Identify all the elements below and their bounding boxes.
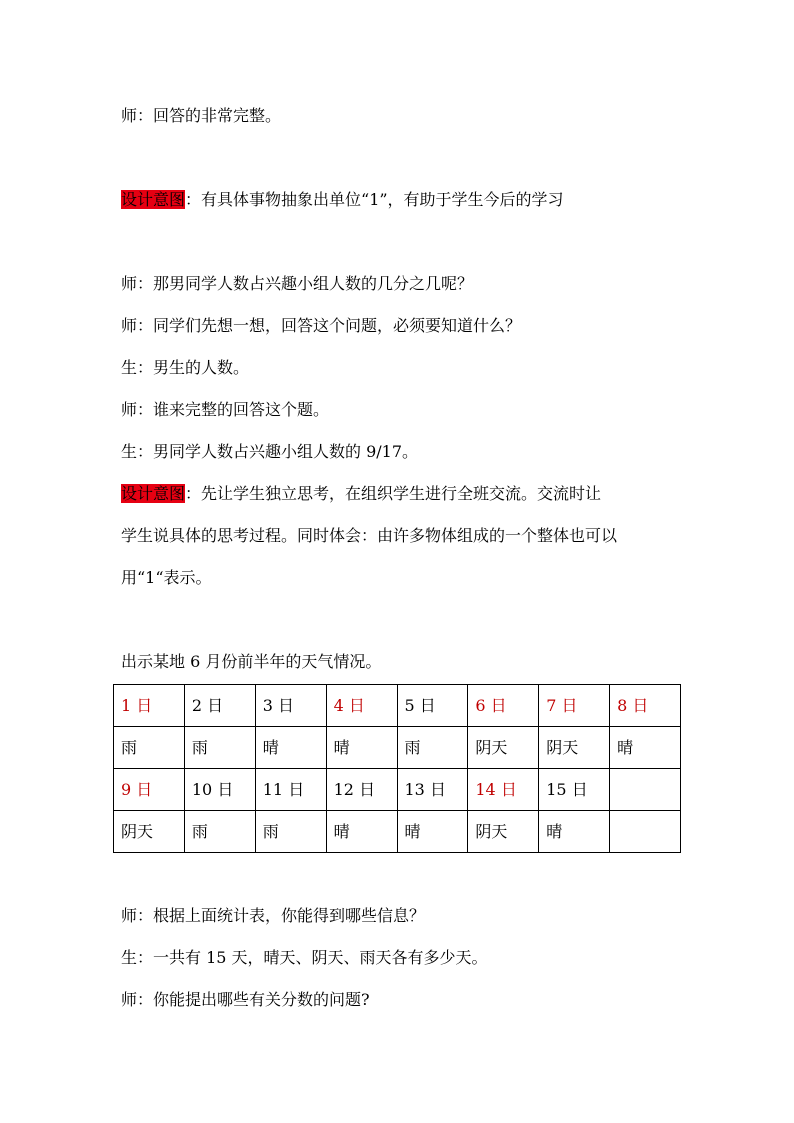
weather-cell: 晴 — [610, 727, 681, 769]
day-cell: 1 日 — [114, 685, 185, 727]
day-cell: 13 日 — [397, 769, 468, 811]
design-intent-line-2 — [121, 482, 601, 506]
day-cell: 12 日 — [326, 769, 397, 811]
day-cell: 9 日 — [114, 769, 185, 811]
weather-cell: 阴天 — [468, 727, 539, 769]
teacher-line-1: 师：回答的非常完整。 — [121, 106, 282, 125]
day-cell: 2 日 — [184, 685, 255, 727]
weather-cell: 阴天 — [114, 811, 185, 853]
day-cell: 4 日 — [326, 685, 397, 727]
teacher-line-5: 师：根据上面统计表，你能得到哪些信息？ — [121, 906, 426, 925]
student-line-1: 生：男生的人数。 — [121, 358, 250, 377]
table-row-weather-1 — [114, 727, 681, 769]
student-line-3: 生：一共有 15 天，晴天、阴天、雨天各有多少天。 — [121, 948, 488, 967]
table-intro: 出示某地 6 月份前半年的天气情况。 — [121, 652, 382, 671]
weather-cell: 雨 — [114, 727, 185, 769]
day-cell: 6 日 — [468, 685, 539, 727]
design-intent-line-3: 学生说具体的思考过程。同时体会：由许多物体组成的一个整体也可以 — [121, 526, 618, 545]
weather-cell: 雨 — [397, 727, 468, 769]
weather-cell: 晴 — [326, 811, 397, 853]
day-cell: 10 日 — [184, 769, 255, 811]
weather-cell: 阴天 — [539, 727, 610, 769]
weather-cell — [610, 811, 681, 853]
weather-cell: 晴 — [539, 811, 610, 853]
table-row-days-1 — [114, 685, 681, 727]
design-intent-line-1 — [121, 188, 564, 212]
design-intent-tag: 设计意图 — [121, 190, 186, 209]
table-row-days-2 — [114, 769, 681, 811]
student-line-2: 生：男同学人数占兴趣小组人数的 9/17。 — [121, 442, 419, 461]
design-intent-tag-2: 设计意图 — [121, 484, 186, 503]
weather-cell: 阴天 — [468, 811, 539, 853]
design-intent-text-2: ：先让学生独立思考，在组织学生进行全班交流。交流时让 — [185, 484, 602, 503]
teacher-line-3: 师：同学们先想一想，回答这个问题，必须要知道什么？ — [121, 316, 522, 335]
design-intent-line-4: 用“1“表示。 — [121, 568, 212, 587]
weather-cell: 雨 — [255, 811, 326, 853]
day-cell: 3 日 — [255, 685, 326, 727]
weather-cell: 晴 — [255, 727, 326, 769]
teacher-line-2: 师：那男同学人数占兴趣小组人数的几分之几呢？ — [121, 274, 474, 293]
weather-cell: 雨 — [184, 727, 255, 769]
weather-table — [113, 684, 681, 853]
teacher-line-4: 师：谁来完整的回答这个题。 — [121, 400, 330, 419]
weather-cell: 晴 — [326, 727, 397, 769]
day-cell: 8 日 — [610, 685, 681, 727]
day-cell: 15 日 — [539, 769, 610, 811]
design-intent-text-1: ：有具体事物抽象出单位“1”，有助于学生今后的学习 — [185, 190, 564, 209]
day-cell: 5 日 — [397, 685, 468, 727]
teacher-line-6: 师：你能提出哪些有关分数的问题? — [121, 990, 370, 1009]
weather-cell: 晴 — [397, 811, 468, 853]
weather-cell: 雨 — [184, 811, 255, 853]
day-cell: 14 日 — [468, 769, 539, 811]
day-cell: 7 日 — [539, 685, 610, 727]
day-cell: 11 日 — [255, 769, 326, 811]
day-cell — [610, 769, 681, 811]
table-row-weather-2 — [114, 811, 681, 853]
